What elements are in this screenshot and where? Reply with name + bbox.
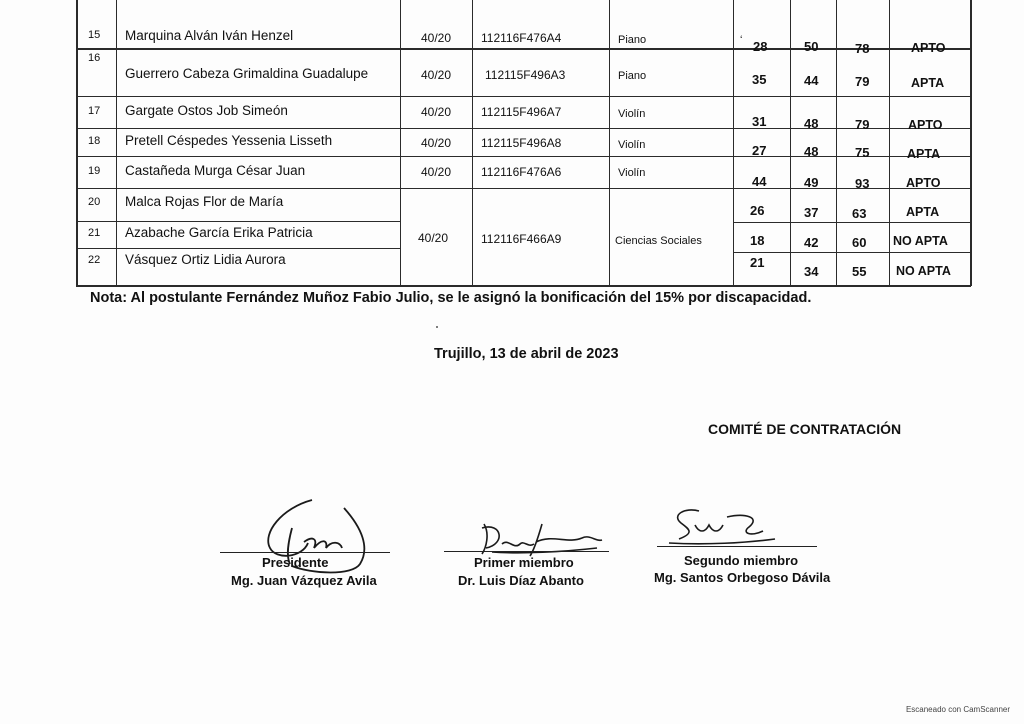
score-1: 35 xyxy=(752,72,767,87)
table-line xyxy=(790,0,791,286)
score-2: 34 xyxy=(804,264,819,279)
table-line xyxy=(76,248,400,249)
area: Violín xyxy=(618,139,646,151)
score-2: 42 xyxy=(804,235,819,250)
code: 112115F496A3 xyxy=(485,68,566,82)
merged-code: 112116F466A9 xyxy=(481,232,562,246)
area: Piano xyxy=(618,70,647,82)
total-score: 93 xyxy=(855,176,870,191)
candidate-name: Vásquez Ortiz Lidia Aurora xyxy=(125,252,286,267)
total-score: 78 xyxy=(855,41,870,56)
row-number: 21 xyxy=(88,227,101,239)
note: Nota: Al postulante Fernández Muñoz Fabio Julio, se le asignó la bonificación del 15% por discapacidad. xyxy=(90,290,812,306)
table-line xyxy=(836,0,837,286)
status: APTO xyxy=(911,41,946,55)
signature-line xyxy=(444,551,609,552)
score-1: 18 xyxy=(750,233,765,248)
row-number: 15 xyxy=(88,29,101,41)
score-2: 49 xyxy=(804,175,819,190)
table-line xyxy=(116,0,117,286)
table-line xyxy=(733,0,734,286)
pen-mark: ‘ xyxy=(740,34,743,46)
score-1: 44 xyxy=(752,174,767,189)
row-number: 20 xyxy=(88,196,101,208)
total-score: 79 xyxy=(855,74,870,89)
candidate-name: Guerrero Cabeza Grimaldina Guadalupe xyxy=(125,66,369,81)
row-number: 22 xyxy=(88,254,101,266)
merged-ratio: 40/20 xyxy=(418,231,449,245)
table-line xyxy=(76,221,400,222)
score-2: 50 xyxy=(804,39,819,54)
status: NO APTA xyxy=(896,264,951,278)
table-line xyxy=(970,0,972,286)
candidate-name: Gargate Ostos Job Simeón xyxy=(125,103,288,118)
row-number: 16 xyxy=(88,52,101,64)
table-line xyxy=(889,0,890,286)
area: Violín xyxy=(618,167,646,179)
total-score: 55 xyxy=(852,264,867,279)
status: APTA xyxy=(911,76,945,90)
merged-area: Ciencias Sociales xyxy=(615,235,702,247)
total-score: 60 xyxy=(852,235,867,250)
table-line xyxy=(76,0,78,286)
status: APTA xyxy=(906,205,940,219)
date-line: Trujillo, 13 de abril de 2023 xyxy=(434,346,619,362)
table-line xyxy=(400,0,401,286)
row-number: 19 xyxy=(88,165,101,177)
status: NO APTA xyxy=(893,234,948,248)
score-2: 37 xyxy=(804,205,819,220)
row-number: 17 xyxy=(88,105,101,117)
signer-name: Dr. Luis Díaz Abanto xyxy=(458,573,584,588)
speck xyxy=(436,326,438,328)
area: Violín xyxy=(618,108,646,120)
table-line xyxy=(733,252,971,253)
total-score: 79 xyxy=(855,117,870,132)
status: APTA xyxy=(907,147,941,161)
code: 112116F476A4 xyxy=(481,31,562,45)
candidate-name: Marquina Alván Iván Henzel xyxy=(125,28,294,43)
code: 112116F476A6 xyxy=(481,165,562,179)
signer-name: Mg. Santos Orbegoso Dávila xyxy=(654,570,831,585)
candidate-name: Pretell Céspedes Yessenia Lisseth xyxy=(125,133,333,148)
score-1: 26 xyxy=(750,203,765,218)
code: 112115F496A7 xyxy=(481,105,562,119)
status: APTO xyxy=(906,176,941,190)
score-1: 21 xyxy=(750,255,765,270)
ratio: 40/20 xyxy=(421,105,452,119)
table-line xyxy=(472,0,473,286)
signer-role: Segundo miembro xyxy=(684,553,799,568)
signer-role: Presidente xyxy=(262,555,329,570)
signature-line xyxy=(220,552,390,553)
code: 112115F496A8 xyxy=(481,136,562,150)
score-2: 48 xyxy=(804,144,819,159)
score-1: 28 xyxy=(753,39,768,54)
committee-title: COMITÉ DE CONTRATACIÓN xyxy=(708,421,902,437)
ratio: 40/20 xyxy=(421,68,452,82)
score-1: 31 xyxy=(752,114,767,129)
row-number: 18 xyxy=(88,135,101,147)
ratio: 40/20 xyxy=(421,165,452,179)
total-score: 63 xyxy=(852,206,867,221)
scanner-watermark: Escaneado con CamScanner xyxy=(905,705,1010,714)
signer-name: Mg. Juan Vázquez Avila xyxy=(231,573,377,588)
candidate-name: Azabache García Erika Patricia xyxy=(125,225,313,240)
ratio: 40/20 xyxy=(421,136,452,150)
status: APTO xyxy=(908,118,943,132)
signer-role: Primer miembro xyxy=(474,555,574,570)
area: Piano xyxy=(618,34,647,46)
ratio: 40/20 xyxy=(421,31,452,45)
score-2: 48 xyxy=(804,116,819,131)
score-1: 27 xyxy=(752,143,767,158)
total-score: 75 xyxy=(855,145,870,160)
table-line xyxy=(609,0,610,286)
candidate-name: Malca Rojas Flor de María xyxy=(125,194,284,209)
score-2: 44 xyxy=(804,73,819,88)
signature-line xyxy=(657,546,817,547)
candidate-name: Castañeda Murga César Juan xyxy=(125,163,306,178)
table-line xyxy=(733,222,971,223)
